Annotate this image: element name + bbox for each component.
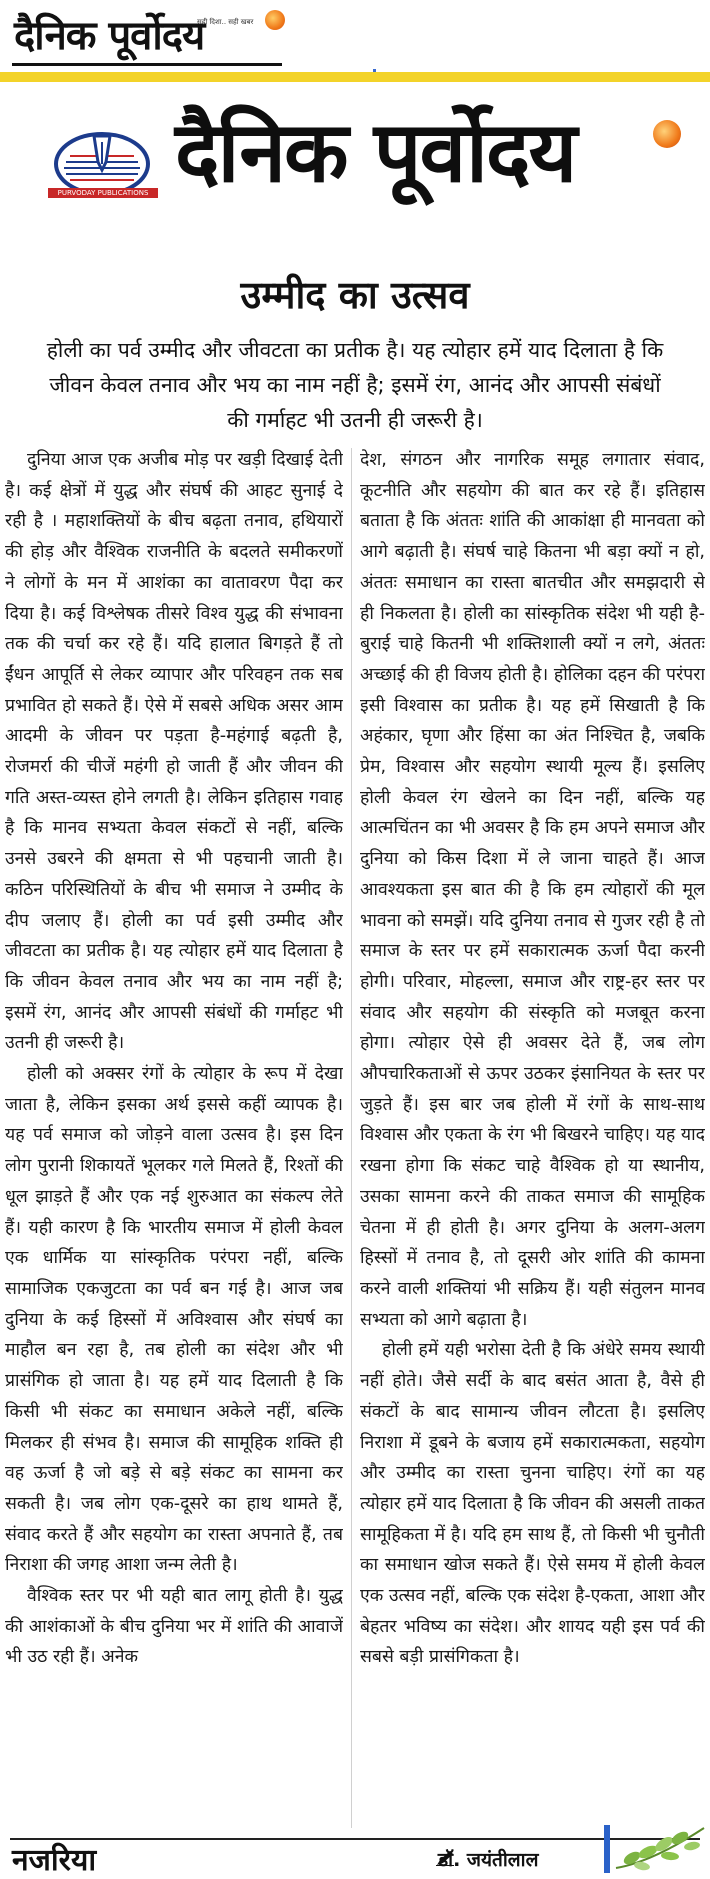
paragraph: होली को अक्सर रंगों के त्योहार के रूप में देखा जाता है, लेकिन इसका अर्थ इससे कहीं व्यापक है। यह पर्व समाज को जोड़ने वाला उत्सव है। इस दिन लोग पुरानी शिकायतें भूलकर गले मिलते हैं, रिश्तों की धूल झाड़ते हैं और एक नई शुरुआत का संकल्प लेते हैं। यही कारण है कि भारतीय समाज में होली केवल एक धार्मिक या सांस्कृतिक परंपरा नहीं, बल्कि सामाजिक एकजुटता का पर्व बन गई है। आज जब दुनिया के कई हिस्सों में अविश्वास और संघर्ष का माहौल बन रहा है, तब होली का संदेश और भी प्रासंगिक हो जाता है। यह हमें याद दिलाती है कि किसी भी संकट का समाधान अकेले नहीं, बल्कि मिलकर ही संभव है। समाज की सामूहिक शक्ति ही वह ऊर्जा है जो बड़े से बड़े संकट का सामना कर सकती है। जब लोग एक-दूसरे का हाथ थामते हैं, संवाद करते हैं और सहयोग का रास्ता अपनाते हैं, तब निराशा की जगह आशा जन्म लेती है। <box>5 1064 343 1576</box>
article-headline: उम्मीद का उत्सव <box>240 273 470 317</box>
top-header-tagline: सही दिशा.. सही खबर <box>197 18 254 26</box>
logo-caption: PURVODAY PUBLICATIONS <box>48 188 158 198</box>
footer-blue-bar <box>604 1825 610 1873</box>
paragraph: दुनिया आज एक अजीब मोड़ पर खड़ी दिखाई देती है। कई क्षेत्रों में युद्ध और संघर्ष की आहट सुनाई दे रही है । महाशक्तियों के बीच बढ़ता तनाव, हथियारों की होड़ और वैश्विक राजनीति के बदलते समीकरणों ने लोगों के मन में आशंका का वातावरण पैदा कर दिया है। कई विश्लेषक तीसरे विश्व युद्ध की संभावना तक की चर्चा कर रहे हैं। यदि हालात बिगड़ते हैं तो ईंधन आपूर्ति से लेकर व्यापार और परिवहन तक सब प्रभावित हो सकते हैं। ऐसे में सबसे अधिक असर आम आदमी के जीवन पर पड़ता है-महंगाई बढ़ती है, रोजमर्रा की चीजें महंगी हो जाती हैं और जीवन की गति अस्त-व्यस्त होने लगती है। लेकिन इतिहास गवाह है कि मानव सभ्यता केवल संकटों से नहीं, बल्कि उनसे उबरने की क्षमता से भी पहचानी जाती है। कठिन परिस्थितियों के बीच भी समाज ने उम्मीद के दीप जलाए हैं। होली का पर्व इसी उम्मीद और जीवटता का प्रतीक है। यह त्योहार हमें याद दिलाता है कि जीवन केवल तनाव और भय का नाम नहीं है; इसमें रंग, आनंद और आपसी संबंधों की गर्माहट भी उतनी ही जरूरी है। <box>5 450 343 1054</box>
section-label: नजरिया <box>12 1843 97 1878</box>
paragraph: देश, संगठन और नागरिक समूह लगातार संवाद, कूटनीति और सहयोग की बात कर रहे हैं। इतिहास बताता है कि अंततः शांति की आकांक्षा ही मानवता को आगे बढ़ाती है। संघर्ष चाहे कितना भी बड़ा क्यों न हो, अंततः समाधान का रास्ता बातचीत और समझदारी से ही निकलता है। होली का सांस्कृतिक संदेश भी यही है-बुराई चाहे कितनी भी शक्तिशाली क्यों न लगे, अंततः अच्छाई की ही विजय होती है। होलिका दहन की परंपरा इसी विश्वास का प्रतीक है। यह हमें सिखाती है कि अहंकार, घृणा और हिंसा का अंत निश्चित है, जबकि प्रेम, विश्वास और सहयोग स्थायी मूल्य हैं। इसलिए होली केवल रंग खेलने का दिन नहीं, बल्कि यह आत्मचिंतन का भी अवसर है कि हम अपने समाज और दुनिया को किस दिशा में ले जाना चाहते हैं। आज आवश्यकता इस बात की है कि हम त्योहारों की मूल भावना को समझें। यदि दुनिया तनाव से गुजर रही है तो समाज के स्तर पर हमें सकारात्मक ऊर्जा पैदा करनी होगी। परिवार, मोहल्ला, समाज और राष्ट्र-हर स्तर पर संवाद और सहयोग की संस्कृति को मजबूत करना होगा। त्योहार ऐसे ही अवसर देते हैं, जब लोग औपचारिकताओं से ऊपर उठकर इंसानियत के स्तर पर जुड़ते हैं। इस बार जब होली में रंगों के साथ-साथ विश्वास और एकता के रंग भी बिखरने चाहिए। यह याद रखना होगा कि संकट चाहे वैश्विक हो या स्थानीय, उसका सामना करने की ताकत समाज की सामूहिक चेतना में ही होती है। अगर दुनिया के अलग-अलग हिस्सों में तनाव है, तो दूसरी ओर शांति की कामना करने वाली शक्तियां भी सक्रिय हैं। यही संतुलन मानव सभ्यता को आगे बढ़ाता है। <box>360 450 705 1330</box>
column-divider <box>351 448 352 1828</box>
top-header-title: दैनिक पूर्वोदय <box>14 13 205 59</box>
article-right-column <box>360 445 705 1837</box>
header-underline <box>12 63 282 66</box>
masthead-title: दैनिक पूर्वोदय <box>175 103 576 201</box>
article-left-column <box>5 445 343 1837</box>
footer-rule <box>10 1838 700 1840</box>
top-header <box>0 0 710 80</box>
author-name: डॉ. जयंतीलाल <box>438 1849 539 1871</box>
paragraph: होली हमें यही भरोसा देती है कि अंधेरे समय स्थायी नहीं होते। जैसे सर्दी के बाद बसंत आता है, वैसे ही संकटों के बाद सामान्य जीवन लौटता है। इसलिए निराशा में डूबने के बजाय हमें सकारात्मकता, सहयोग और उम्मीद का रास्ता चुनना चाहिए। रंगों का यह त्योहार हमें याद दिलाता है कि जीवन की असली ताकत सामूहिकता में है। यदि हम साथ हैं, तो किसी भी चुनौती का समाधान खोज सकते हैं। ऐसे समय में होली केवल एक उत्सव नहीं, बल्कि एक संदेश है-एकता, आशा और बेहतर भविष्य का संदेश। और शायद यही इस पर्व की सबसे बड़ी प्रासंगिकता है। <box>360 1340 705 1668</box>
article-standfirst: होली का पर्व उम्मीद और जीवटता का प्रतीक है। यह त्योहार हमें याद दिलाता है कि जीवन केवल तनाव और भय का नाम नहीं है; इसमें रंग, आनंद और आपसी संबंधों की गर्माहट भी उतनी ही जरूरी है। <box>46 338 664 432</box>
sun-icon <box>265 10 285 30</box>
header-yellow-bar <box>0 72 710 82</box>
paragraph: वैश्विक स्तर पर भी यही बात लागू होती है। युद्ध की आशंकाओं के बीच दुनिया भर में शांति की आवाजें भी उठ रही हैं। अनेक <box>5 1586 343 1668</box>
masthead-sun-icon <box>653 120 681 148</box>
leaves-icon <box>612 1822 708 1874</box>
